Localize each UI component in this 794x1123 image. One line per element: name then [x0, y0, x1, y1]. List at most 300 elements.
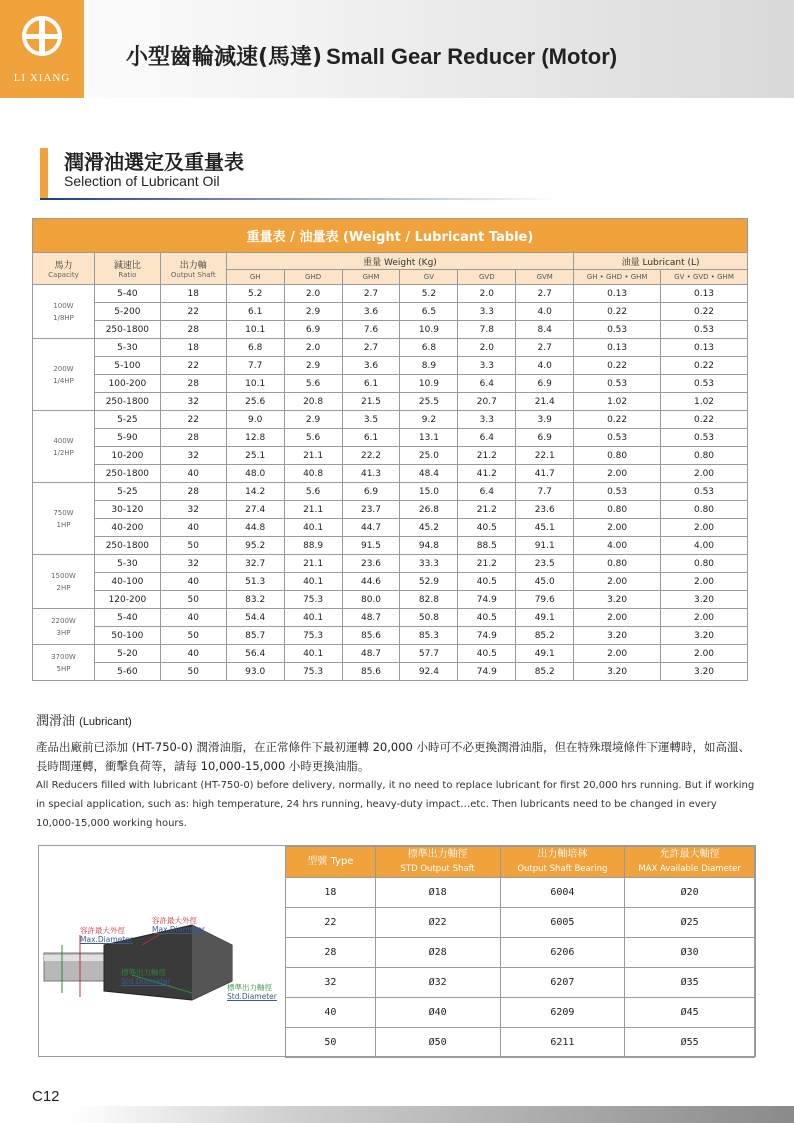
- table-cell: 0.53: [661, 483, 748, 501]
- table-cell: 5.6: [284, 483, 342, 501]
- table-cell: 95.2: [226, 537, 284, 555]
- table-cell: 2.00: [661, 609, 748, 627]
- table-cell: 91.1: [516, 537, 574, 555]
- table-cell: 27.4: [226, 501, 284, 519]
- col-bearing: 出力軸培林 Output Shaft Bearing: [500, 847, 625, 878]
- table-cell: 48.7: [342, 609, 400, 627]
- table-cell: 250-1800: [94, 393, 160, 411]
- table-cell: 6004: [500, 878, 625, 908]
- table-cell: 5-25: [94, 411, 160, 429]
- table-cell: 50: [160, 663, 226, 681]
- table-cell: 5-200: [94, 303, 160, 321]
- table-cell: 4.00: [661, 537, 748, 555]
- table-cell: 6.9: [516, 429, 574, 447]
- table-caption: 重量表 / 油量表 (Weight / Lubricant Table): [33, 219, 748, 253]
- title-zh: 小型齒輪減速(馬達): [126, 45, 323, 70]
- table-cell: 20.8: [284, 393, 342, 411]
- table-cell: 6.4: [458, 483, 516, 501]
- table-cell: 23.6: [342, 555, 400, 573]
- section-title-zh: 潤滑油選定及重量表: [64, 150, 244, 174]
- table-cell: 2.9: [284, 411, 342, 429]
- table-cell: 10.1: [226, 375, 284, 393]
- label-std-left: 標準出力軸徑 Std.Diameter: [121, 968, 171, 986]
- table-cell: 75.3: [284, 627, 342, 645]
- table-cell: 2.0: [284, 285, 342, 303]
- table-cell: 32: [160, 555, 226, 573]
- table-cell: 6.5: [400, 303, 458, 321]
- table-cell: 6.4: [458, 375, 516, 393]
- table-cell: 54.4: [226, 609, 284, 627]
- table-cell: 49.1: [516, 645, 574, 663]
- table-cell: 6.9: [284, 321, 342, 339]
- table-cell: 74.9: [458, 591, 516, 609]
- table-cell: 18: [286, 878, 376, 908]
- table-cell: 40.1: [284, 645, 342, 663]
- table-cell: 75.3: [284, 663, 342, 681]
- table-cell: 6211: [500, 1028, 625, 1058]
- table-cell: 91.5: [342, 537, 400, 555]
- page-header: [0, 0, 794, 98]
- table-cell: 5-100: [94, 357, 160, 375]
- table-cell: 0.22: [661, 303, 748, 321]
- col-power: 馬力 Capacity: [33, 253, 95, 285]
- table-cell: 32: [160, 447, 226, 465]
- table-row: [33, 537, 748, 555]
- table-cell: 6207: [500, 968, 625, 998]
- table-cell: Ø45: [625, 998, 755, 1028]
- table-row: [33, 591, 748, 609]
- table-cell: 50: [286, 1028, 376, 1058]
- table-cell: 28: [160, 375, 226, 393]
- table-cell: 23.7: [342, 501, 400, 519]
- table-cell: 21.2: [458, 501, 516, 519]
- table-cell: 52.9: [400, 573, 458, 591]
- table-cell: 3.20: [661, 591, 748, 609]
- table-cell: 5-20: [94, 645, 160, 663]
- col-shaft: 出力軸 Output Shaft: [160, 253, 226, 285]
- table-cell: 15.0: [400, 483, 458, 501]
- table-cell: 40-200: [94, 519, 160, 537]
- table-cell: 10.9: [400, 321, 458, 339]
- table-cell: 2.0: [458, 339, 516, 357]
- power-cell: 750W 1HP: [33, 483, 95, 555]
- sub-col: GVD: [458, 270, 516, 285]
- table-row: [33, 483, 748, 501]
- table-cell: 40.1: [284, 609, 342, 627]
- table-cell: 40: [286, 998, 376, 1028]
- table-cell: 45.2: [400, 519, 458, 537]
- table-row: [33, 411, 748, 429]
- sub-col: GH: [226, 270, 284, 285]
- table-row: [33, 519, 748, 537]
- table-cell: 40.5: [458, 573, 516, 591]
- table-cell: 2.00: [661, 645, 748, 663]
- col-ratio: 減速比 Ratio: [94, 253, 160, 285]
- table-row: [286, 878, 755, 908]
- table-cell: 3.3: [458, 357, 516, 375]
- table-cell: 79.6: [516, 591, 574, 609]
- table-cell: 120-200: [94, 591, 160, 609]
- table-cell: 6.4: [458, 429, 516, 447]
- table-cell: 48.4: [400, 465, 458, 483]
- power-cell: 2200W 3HP: [33, 609, 95, 645]
- table-row: [33, 429, 748, 447]
- table-cell: 0.53: [574, 483, 661, 501]
- table-cell: 40.5: [458, 519, 516, 537]
- table-cell: 85.6: [342, 627, 400, 645]
- table-cell: 25.5: [400, 393, 458, 411]
- title-en: Small Gear Reducer (Motor): [326, 44, 618, 69]
- table-cell: 40.5: [458, 609, 516, 627]
- table-cell: 2.00: [661, 465, 748, 483]
- table-cell: 250-1800: [94, 321, 160, 339]
- table-cell: 6.1: [342, 375, 400, 393]
- table-cell: Ø32: [375, 968, 500, 998]
- table-cell: 85.2: [516, 627, 574, 645]
- table-cell: 7.8: [458, 321, 516, 339]
- table-cell: 5-30: [94, 555, 160, 573]
- table-cell: 10.9: [400, 375, 458, 393]
- page-number: C12: [32, 1088, 60, 1105]
- table-cell: 7.7: [516, 483, 574, 501]
- table-row: [286, 968, 755, 998]
- table-cell: 40.1: [284, 519, 342, 537]
- table-cell: 3.20: [574, 627, 661, 645]
- table-cell: Ø18: [375, 878, 500, 908]
- table-cell: 57.7: [400, 645, 458, 663]
- table-cell: 5-40: [94, 609, 160, 627]
- power-cell: 400W 1/2HP: [33, 411, 95, 483]
- table-cell: 3.9: [516, 411, 574, 429]
- table-cell: 40: [160, 645, 226, 663]
- table-cell: 48.0: [226, 465, 284, 483]
- table-cell: Ø55: [625, 1028, 755, 1058]
- table-cell: 88.5: [458, 537, 516, 555]
- table-cell: 4.0: [516, 357, 574, 375]
- table-cell: 0.80: [574, 447, 661, 465]
- table-cell: 0.13: [661, 339, 748, 357]
- table-cell: 74.9: [458, 663, 516, 681]
- table-cell: 23.6: [516, 501, 574, 519]
- table-cell: 2.0: [284, 339, 342, 357]
- table-cell: 7.7: [226, 357, 284, 375]
- table-row: [33, 321, 748, 339]
- table-cell: 6206: [500, 938, 625, 968]
- table-cell: 80.0: [342, 591, 400, 609]
- table-cell: 50-100: [94, 627, 160, 645]
- table-cell: 0.80: [574, 501, 661, 519]
- col-max-diameter: 允許最大軸徑 MAX Available Diameter: [625, 847, 755, 878]
- table-cell: 13.1: [400, 429, 458, 447]
- power-cell: 200W 1/4HP: [33, 339, 95, 411]
- table-cell: 28: [160, 483, 226, 501]
- table-row: [286, 938, 755, 968]
- table-cell: 28: [160, 321, 226, 339]
- table-cell: 40: [160, 465, 226, 483]
- table-cell: 10.1: [226, 321, 284, 339]
- sub-col: GH • GHD • GHM: [574, 270, 661, 285]
- label-max-right: 容許最大外徑 Max.Diameter: [152, 916, 205, 934]
- table-cell: 45.0: [516, 573, 574, 591]
- table-cell: 0.53: [574, 429, 661, 447]
- table-cell: 7.6: [342, 321, 400, 339]
- table-cell: 3.6: [342, 357, 400, 375]
- table-cell: 2.7: [516, 339, 574, 357]
- table-cell: 0.80: [661, 447, 748, 465]
- table-cell: 2.9: [284, 303, 342, 321]
- table-cell: 0.53: [574, 375, 661, 393]
- table-cell: 21.2: [458, 555, 516, 573]
- table-cell: 2.00: [574, 519, 661, 537]
- table-cell: 22: [160, 357, 226, 375]
- table-cell: 74.9: [458, 627, 516, 645]
- power-cell: 1500W 2HP: [33, 555, 95, 609]
- logo-icon: [22, 16, 62, 56]
- power-cell: 100W 1/8HP: [33, 285, 95, 339]
- table-row: [33, 375, 748, 393]
- table-cell: 5.6: [284, 375, 342, 393]
- table-row: [286, 908, 755, 938]
- table-cell: 8.4: [516, 321, 574, 339]
- table-row: [33, 357, 748, 375]
- table-cell: 6.9: [342, 483, 400, 501]
- table-cell: 88.9: [284, 537, 342, 555]
- table-cell: 92.4: [400, 663, 458, 681]
- table-cell: 41.2: [458, 465, 516, 483]
- table-cell: 5-30: [94, 339, 160, 357]
- table-cell: 33.3: [400, 555, 458, 573]
- table-cell: 0.22: [661, 357, 748, 375]
- table-cell: 5-25: [94, 483, 160, 501]
- table-cell: 94.8: [400, 537, 458, 555]
- table-cell: 44.7: [342, 519, 400, 537]
- table-cell: 14.2: [226, 483, 284, 501]
- table-cell: 0.13: [574, 339, 661, 357]
- table-cell: 2.00: [574, 609, 661, 627]
- table-cell: 5-90: [94, 429, 160, 447]
- table-cell: 18: [160, 339, 226, 357]
- table-cell: 9.0: [226, 411, 284, 429]
- table-cell: 3.20: [661, 663, 748, 681]
- table-cell: 32: [160, 393, 226, 411]
- table-cell: Ø28: [375, 938, 500, 968]
- table-cell: 2.00: [574, 465, 661, 483]
- table-cell: 5-60: [94, 663, 160, 681]
- table-cell: 22: [160, 411, 226, 429]
- table-cell: Ø35: [625, 968, 755, 998]
- table-cell: 83.2: [226, 591, 284, 609]
- table-cell: 0.22: [574, 357, 661, 375]
- sub-col: GV • GVD • GHM: [661, 270, 748, 285]
- table-row: [33, 447, 748, 465]
- brand-name: LI XIANG: [13, 72, 71, 84]
- power-cell: 3700W 5HP: [33, 645, 95, 681]
- table-cell: 2.00: [661, 519, 748, 537]
- col-std-shaft: 標準出力軸徑 STD Output Shaft: [375, 847, 500, 878]
- table-cell: 40.1: [284, 573, 342, 591]
- table-cell: 25.0: [400, 447, 458, 465]
- table-cell: Ø25: [625, 908, 755, 938]
- table-cell: 44.6: [342, 573, 400, 591]
- table-row: [33, 663, 748, 681]
- table-cell: 40-100: [94, 573, 160, 591]
- lubricant-header: 油量 Lubricant (L): [574, 253, 748, 270]
- table-cell: 250-1800: [94, 537, 160, 555]
- label-max-left: 容許最大外徑 Max.Diameter: [80, 926, 133, 944]
- table-row: [33, 609, 748, 627]
- table-cell: 8.9: [400, 357, 458, 375]
- table-cell: 22: [286, 908, 376, 938]
- lubricant-text-zh: 產品出廠前已添加 (HT-750-0) 潤滑油脂，在正常條件下最初運轉 20,000 小時可不必更換潤滑油脂，但在特殊環境條件下運轉時，如高溫、長時間運轉，衝擊負荷等，請每 10,000-15,000 小時更換油脂。: [36, 740, 751, 773]
- table-cell: 28: [160, 429, 226, 447]
- table-cell: 93.0: [226, 663, 284, 681]
- table-cell: 2.7: [516, 285, 574, 303]
- table-cell: 40.5: [458, 645, 516, 663]
- table-cell: 0.13: [661, 285, 748, 303]
- table-cell: 6005: [500, 908, 625, 938]
- table-cell: 23.5: [516, 555, 574, 573]
- table-cell: 18: [160, 285, 226, 303]
- label-std-right: 標準出力軸徑 Std.Diameter: [227, 983, 277, 1001]
- table-cell: 0.53: [574, 321, 661, 339]
- shaft-table: [285, 846, 755, 1058]
- table-cell: 0.53: [661, 321, 748, 339]
- table-cell: 40: [160, 573, 226, 591]
- table-cell: 32: [286, 968, 376, 998]
- table-cell: 5.6: [284, 429, 342, 447]
- table-cell: 21.1: [284, 447, 342, 465]
- table-cell: 0.80: [661, 501, 748, 519]
- table-row: [286, 1028, 755, 1058]
- table-row: [33, 573, 748, 591]
- table-cell: 22.2: [342, 447, 400, 465]
- table-cell: 0.13: [574, 285, 661, 303]
- gear-housing-face: [192, 925, 232, 1000]
- table-cell: 82.8: [400, 591, 458, 609]
- table-cell: 3.20: [574, 663, 661, 681]
- sub-col: GVM: [516, 270, 574, 285]
- table-cell: 32: [160, 501, 226, 519]
- page-title: [126, 40, 617, 71]
- table-cell: 22: [160, 303, 226, 321]
- section-marker: [40, 148, 48, 198]
- table-cell: 5-40: [94, 285, 160, 303]
- table-row: [33, 393, 748, 411]
- table-cell: 21.4: [516, 393, 574, 411]
- table-cell: 4.0: [516, 303, 574, 321]
- table-cell: 25.1: [226, 447, 284, 465]
- table-cell: 20.7: [458, 393, 516, 411]
- table-cell: Ø22: [375, 908, 500, 938]
- table-cell: 50: [160, 537, 226, 555]
- table-cell: 45.1: [516, 519, 574, 537]
- sub-col: GHD: [284, 270, 342, 285]
- table-cell: 85.7: [226, 627, 284, 645]
- table-cell: 3.20: [574, 591, 661, 609]
- sub-col: GV: [400, 270, 458, 285]
- table-cell: 2.7: [342, 285, 400, 303]
- weight-lubricant-table: [32, 218, 748, 681]
- table-cell: 4.00: [574, 537, 661, 555]
- table-row: [33, 555, 748, 573]
- table-cell: 3.3: [458, 303, 516, 321]
- table-cell: 48.7: [342, 645, 400, 663]
- brand-logo: [0, 0, 84, 98]
- table-cell: 75.3: [284, 591, 342, 609]
- table-cell: 49.1: [516, 609, 574, 627]
- col-type: 型號 Type: [286, 847, 376, 878]
- table-cell: 10-200: [94, 447, 160, 465]
- table-cell: 2.00: [574, 573, 661, 591]
- table-cell: 40: [160, 609, 226, 627]
- table-cell: 40.8: [284, 465, 342, 483]
- footer-bar: [70, 1106, 794, 1123]
- table-row: [286, 998, 755, 1028]
- table-cell: 6.8: [226, 339, 284, 357]
- table-row: [33, 645, 748, 663]
- weight-header: 重量 Weight (Kg): [226, 253, 573, 270]
- lubricant-text-en: All Reducers filled with lubricant (HT-750-0) before delivery, normally, it no need to replace lubricant for first 20,000 hrs running. But if working in special application, such as: high temperature, 24 hrs running, heavy-duty impact…etc. Then lubricants need to be changed in every 10,000-15,000 working hours.: [36, 780, 755, 829]
- table-row: [33, 303, 748, 321]
- table-cell: 9.2: [400, 411, 458, 429]
- table-cell: 0.22: [574, 303, 661, 321]
- table-cell: 0.53: [661, 429, 748, 447]
- table-cell: 250-1800: [94, 465, 160, 483]
- table-cell: 40: [160, 519, 226, 537]
- section-divider: [40, 198, 560, 200]
- table-cell: Ø50: [375, 1028, 500, 1058]
- lubricant-title: 潤滑油 (Lubricant): [36, 714, 132, 729]
- table-cell: 6.9: [516, 375, 574, 393]
- table-cell: 0.22: [661, 411, 748, 429]
- table-cell: Ø20: [625, 878, 755, 908]
- table-cell: 2.7: [342, 339, 400, 357]
- table-cell: 6.8: [400, 339, 458, 357]
- table-cell: 0.53: [661, 375, 748, 393]
- table-cell: 21.5: [342, 393, 400, 411]
- table-cell: 2.00: [661, 573, 748, 591]
- table-cell: 0.80: [574, 555, 661, 573]
- table-cell: 41.3: [342, 465, 400, 483]
- table-cell: Ø30: [625, 938, 755, 968]
- table-cell: 22.1: [516, 447, 574, 465]
- table-cell: 3.5: [342, 411, 400, 429]
- table-cell: 2.9: [284, 357, 342, 375]
- table-row: [33, 465, 748, 483]
- table-cell: 50: [160, 591, 226, 609]
- table-cell: 30-120: [94, 501, 160, 519]
- table-cell: 50.8: [400, 609, 458, 627]
- table-cell: 26.8: [400, 501, 458, 519]
- table-cell: 0.22: [574, 411, 661, 429]
- table-cell: 100-200: [94, 375, 160, 393]
- table-cell: 6209: [500, 998, 625, 1028]
- table-row: [33, 339, 748, 357]
- table-cell: 56.4: [226, 645, 284, 663]
- table-row: [33, 285, 748, 303]
- table-cell: 21.2: [458, 447, 516, 465]
- table-cell: 5.2: [400, 285, 458, 303]
- table-cell: 1.02: [574, 393, 661, 411]
- table-cell: 6.1: [342, 429, 400, 447]
- table-cell: 44.8: [226, 519, 284, 537]
- table-cell: 5.2: [226, 285, 284, 303]
- table-cell: 3.20: [661, 627, 748, 645]
- table-cell: Ø40: [375, 998, 500, 1028]
- table-cell: 12.8: [226, 429, 284, 447]
- table-cell: 50: [160, 627, 226, 645]
- table-cell: 6.1: [226, 303, 284, 321]
